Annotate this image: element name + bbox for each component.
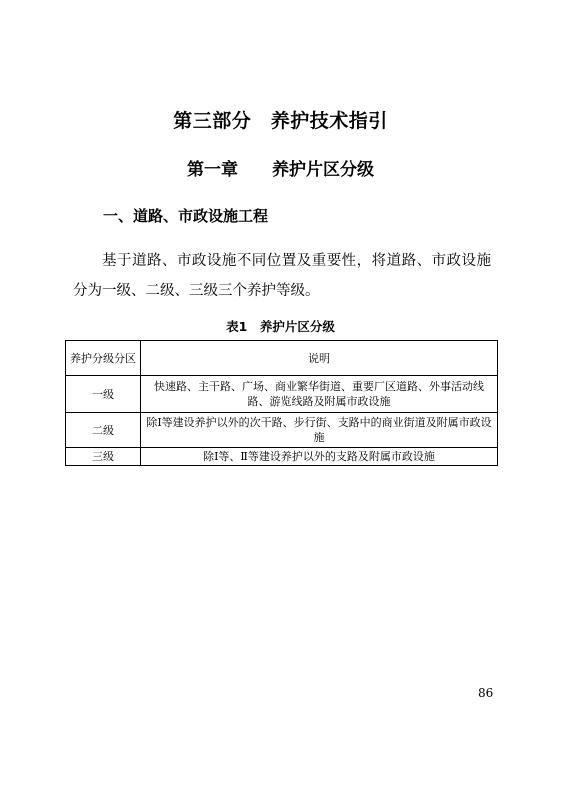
part-title: 第三部分 养护技术指引 (173, 110, 388, 132)
table-row (66, 413, 498, 448)
description-cell: 除Ⅰ等、Ⅱ等建设养护以外的支路及附属市政设施 (141, 448, 498, 466)
maintenance-grade-table (65, 340, 498, 466)
body-paragraph: 基于道路、市政设施不同位置及重要性，将道路、市政设施分为一级、二级、三级三个养护等级。 (73, 253, 491, 299)
table-row (66, 376, 498, 413)
grade-cell: 一级 (66, 376, 141, 413)
header-description: 说明 (141, 341, 498, 376)
table-header-row (66, 341, 498, 376)
section-heading: 一、道路、市政设施工程 (103, 207, 269, 225)
table-caption: 表1 养护片区分级 (226, 319, 335, 334)
chapter-title: 第一章 养护片区分级 (187, 160, 374, 180)
description-cell: 除Ⅰ等建设养护以外的次干路、步行街、支路中的商业街道及附属市政设施 (141, 413, 498, 448)
table-row (66, 448, 498, 466)
grade-cell: 三级 (66, 448, 141, 466)
header-grade: 养护分级分区 (66, 341, 141, 376)
page-number: 86 (478, 686, 494, 700)
grade-cell: 二级 (66, 413, 141, 448)
description-cell: 快速路、主干路、广场、商业繁华街道、重要厂区道路、外事活动线路、游览线路及附属市政设施 (141, 376, 498, 413)
